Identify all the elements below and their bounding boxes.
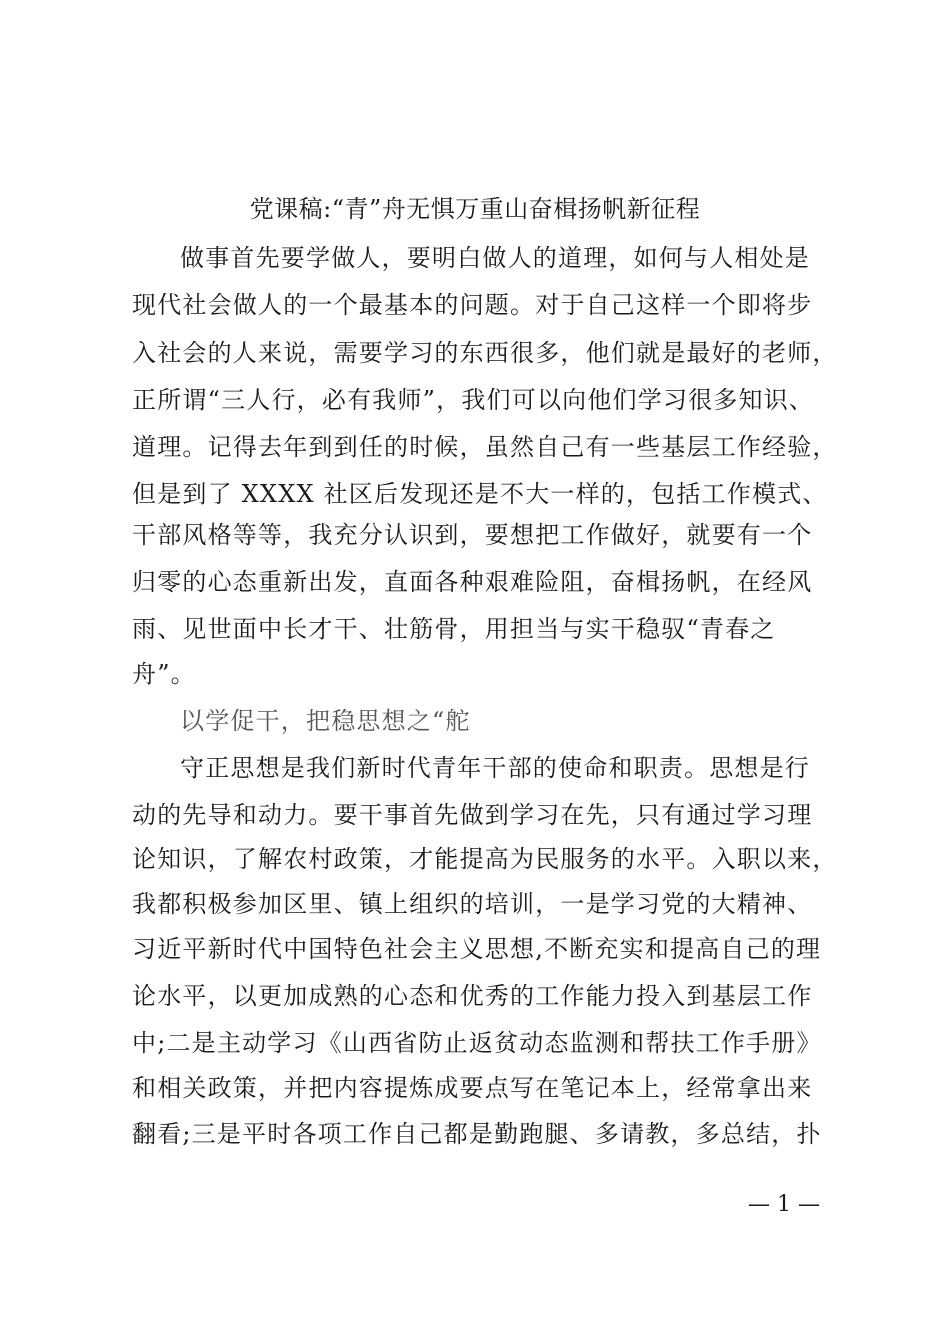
- paragraph-line: 干部风格等等，我充分认识到，要想把工作做好，就要有一个: [132, 521, 813, 549]
- paragraph-line: 雨、见世面中长才干、壮筋骨，用担当与实干稳驭“青春之: [132, 615, 776, 643]
- section-heading: 以学促干，把稳思想之“舵: [180, 707, 471, 735]
- paragraph-line: 翻看;三是平时各项工作自己都是勤跑腿、多请教，多总结，扑: [132, 1120, 822, 1148]
- paragraph-line: 入社会的人来说，需要学习的东西很多，他们就是最好的老师，: [132, 339, 838, 367]
- paragraph-line: 道理。记得去年到到任的时候，虽然自己有一些基层工作经验，: [132, 433, 838, 461]
- paragraph-line: 舟”。: [132, 660, 196, 688]
- paragraph-line: 现代社会做人的一个最基本的问题。对于自己这样一个即将步: [132, 291, 813, 319]
- paragraph-line: 正所谓“三人行，必有我师”，我们可以向他们学习很多知识、: [132, 386, 815, 414]
- paragraph-line: 中;二是主动学习《山西省防止返贫动态监测和帮扶工作手册》: [132, 1029, 822, 1057]
- paragraph-line: 和相关政策，并把内容提炼成要点写在笔记本上，经常拿出来: [132, 1074, 813, 1102]
- paragraph-line: 做事首先要学做人，要明白做人的道理，如何与人相处是: [180, 244, 810, 272]
- paragraph-line: 守正思想是我们新时代青年干部的使命和职责。思想是行: [180, 754, 810, 782]
- paragraph-line: 我都积极参加区里、镇上组织的培训，一是学习党的大精神、: [132, 890, 813, 918]
- page-number: — 1 —: [748, 1192, 820, 1217]
- paragraph-line: 论知识，了解农村政策，才能提高为民服务的水平。入职以来，: [132, 845, 838, 873]
- paragraph-line: 归零的心态重新出发，直面各种艰难险阻，奋楫扬帆，在经风: [132, 568, 813, 596]
- paragraph-line: 动的先导和动力。要干事首先做到学习在先，只有通过学习理: [132, 801, 813, 829]
- document-title: 党课稿:“青”舟无惧万重山奋楫扬帆新征程: [249, 195, 701, 223]
- paragraph-line: 习近平新时代中国特色社会主义思想,不断充实和提高自己的理: [132, 935, 822, 963]
- paragraph-line: 论水平，以更加成熟的心态和优秀的工作能力投入到基层工作: [132, 982, 813, 1010]
- paragraph-line: 但是到了 XXXX 社区后发现还是不大一样的，包括工作模式、: [132, 480, 828, 508]
